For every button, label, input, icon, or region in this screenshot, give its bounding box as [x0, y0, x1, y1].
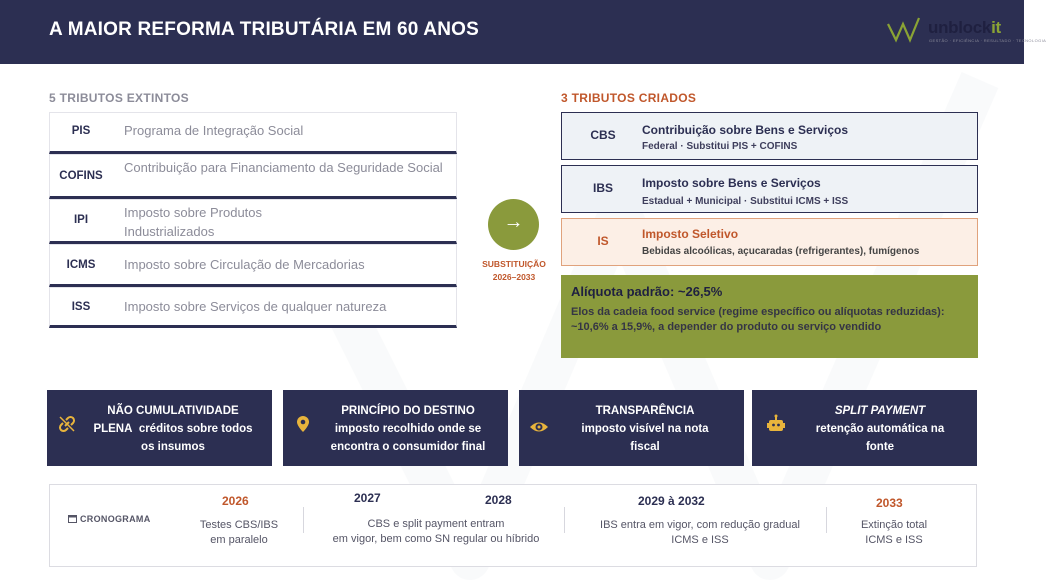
card-title: TRANSPARÊNCIA [595, 405, 695, 417]
company-logo [882, 16, 1046, 48]
card-title: PRINCÍPIO DO DESTINO [341, 405, 475, 417]
robot-icon [766, 414, 786, 434]
card-text [315, 402, 501, 456]
card-title: NÃO CUMULATIVIDADE [107, 405, 239, 417]
step-line: Testes CBS/IBS [199, 519, 279, 531]
calendar-icon [68, 514, 77, 523]
card-desc: imposto recolhido onde se [334, 423, 482, 435]
tax-code: ICMS [66, 259, 96, 271]
timeline-step-2029-2032 [580, 518, 820, 548]
new-taxes-label: 3 TRIBUTOS CRIADOS [561, 91, 697, 105]
location-pin-icon [293, 414, 313, 434]
tax-name: Imposto sobre Serviços de qualquer natureza [124, 299, 387, 314]
tax-title: Contribuição sobre Bens e Serviços [642, 123, 849, 137]
aliquota-box [561, 275, 978, 358]
substitution-text: SUBSTITUIÇÃO [482, 259, 546, 269]
page-title: A MAIOR REFORMA TRIBUTÁRIA EM 60 ANOS [49, 19, 479, 40]
timeline-divider [303, 507, 304, 533]
card-desc: créditos sobre todos [138, 423, 253, 435]
card-line [83, 420, 263, 438]
logo-tagline: GESTÃO · EFICIÊNCIA · RESULTADO · TECNOLOGIA [929, 38, 1046, 43]
substitution-label [467, 258, 561, 284]
step-line: ICMS e ISS [671, 534, 729, 546]
list-item-cofins [49, 154, 457, 199]
cronograma-label: CRONOGRAMA [68, 514, 151, 524]
card-desc: imposto visível na nota [581, 423, 709, 435]
tax-code: CBS [590, 128, 616, 142]
timeline-year-2026: 2026 [222, 494, 249, 508]
cronograma-timeline [49, 484, 977, 567]
aliquota-title: Alíquota padrão: ~26,5% [571, 284, 723, 299]
list-item-ipi [49, 199, 457, 244]
card-principio-destino [283, 390, 508, 466]
tax-code: IS [597, 234, 609, 248]
step-line: CBS e split payment entram [367, 518, 505, 530]
new-tax-ibs [561, 165, 978, 213]
card-split-payment [752, 390, 977, 466]
step-line: em paralelo [210, 534, 268, 546]
timeline-divider [826, 507, 827, 533]
card-desc-cont: fonte [865, 441, 895, 453]
list-item-pis [49, 112, 457, 154]
substitution-period: 2026–2033 [492, 272, 536, 282]
step-line: ICMS e ISS [865, 534, 923, 546]
list-item-iss [49, 287, 457, 328]
eye-icon [529, 417, 549, 437]
card-transparencia [519, 390, 744, 466]
tax-subtitle: Federal · Substitui PIS + COFINS [642, 141, 798, 152]
link-icon [57, 414, 77, 434]
card-title-cont: PLENA [93, 423, 133, 435]
logo-mark-icon [882, 16, 922, 46]
card-desc-cont: encontra o consumidor final [330, 441, 486, 453]
card-title: SPLIT PAYMENT [834, 405, 926, 417]
tax-subtitle: Estadual + Municipal · Substitui ICMS + ISS [642, 196, 849, 207]
header-bar [0, 0, 1046, 64]
aliquota-text: Elos da cadeia food service (regime específico ou alíquotas reduzidas): ~10,6% a 15,9%, a depender do produto ou serviço vendido [571, 306, 945, 333]
tax-name: Contribuição para Financiamento da Seguridade Social [124, 160, 443, 175]
arrow-right-icon: → [503, 211, 524, 233]
tax-title: Imposto Seletivo [642, 227, 739, 241]
step-line: IBS entra em vigor, com redução gradual [600, 519, 800, 531]
extinct-taxes-label: 5 TRIBUTOS EXTINTOS [49, 91, 189, 105]
substitution-arrow [488, 199, 539, 250]
timeline-step-2033 [840, 518, 948, 548]
card-desc: retenção automática na [815, 423, 945, 435]
timeline-step-2026 [185, 518, 293, 548]
timeline-divider [564, 507, 565, 533]
step-line: em vigor, bem como SN regular ou híbrido [332, 533, 540, 545]
tax-code: IPI [73, 214, 89, 226]
timeline-step-2027-2028 [316, 517, 556, 547]
timeline-year-2029-2032: 2029 à 2032 [638, 494, 705, 508]
tax-subtitle: Bebidas alcoólicas, açucaradas (refrigerantes), fumígenos [642, 246, 920, 257]
tax-title: Imposto sobre Bens e Serviços [642, 176, 821, 190]
list-item-icms [49, 244, 457, 287]
card-text [790, 402, 970, 456]
step-line: Extinção total [860, 519, 928, 531]
timeline-year-2033: 2033 [876, 496, 903, 510]
card-text [555, 402, 735, 456]
tax-code: ISS [71, 301, 91, 313]
tax-code: IBS [592, 181, 613, 195]
tax-code: COFINS [59, 170, 103, 182]
tax-name: Programa de Integração Social [124, 123, 304, 138]
card-nao-cumulatividade [47, 390, 272, 466]
timeline-year-2027: 2027 [354, 491, 381, 505]
tax-name: Imposto sobre Produtos Industrializados [124, 205, 263, 239]
new-tax-is [561, 218, 978, 266]
card-desc-cont: fiscal [630, 441, 660, 453]
card-desc-cont: os insumos [141, 441, 205, 453]
tax-name: Imposto sobre Circulação de Mercadorias [124, 257, 365, 272]
new-tax-cbs [561, 112, 978, 160]
card-text [83, 402, 263, 456]
timeline-year-2028: 2028 [485, 493, 512, 507]
extinct-taxes-list [49, 112, 457, 328]
tax-code: PIS [71, 125, 91, 137]
logo-text: unblockit [928, 18, 1001, 37]
